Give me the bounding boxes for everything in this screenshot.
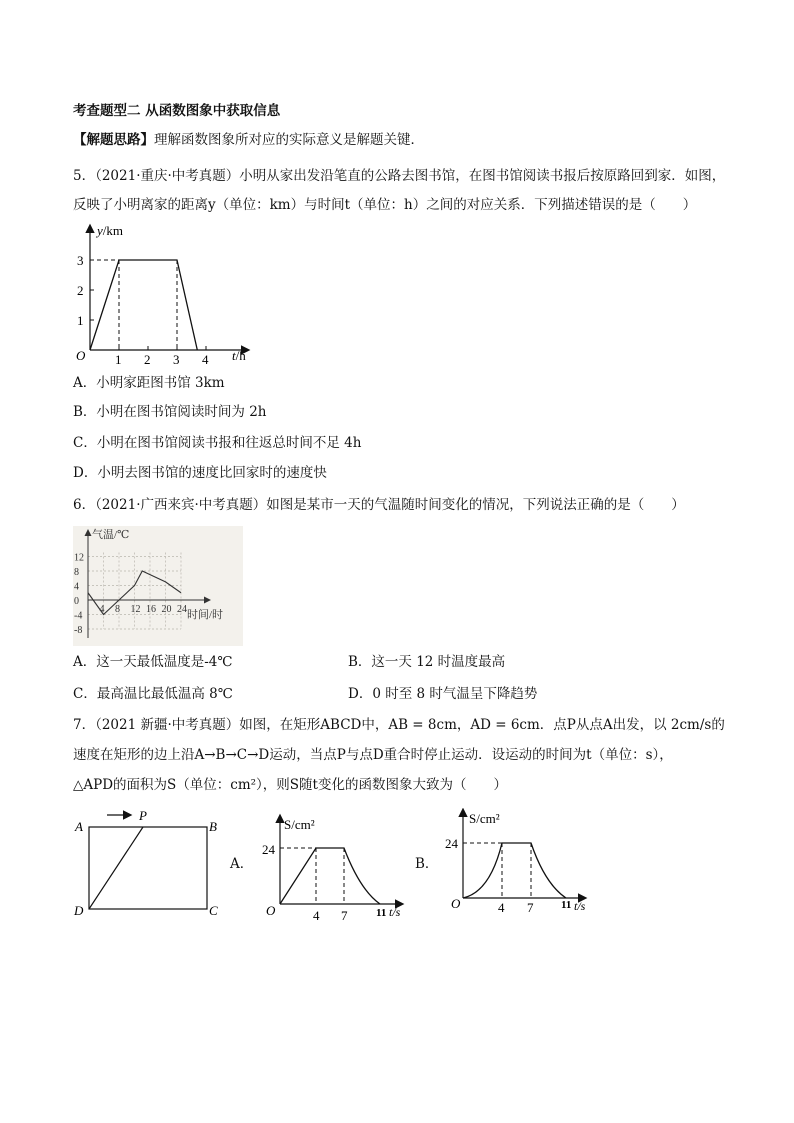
q7-label-a: A [75, 819, 83, 834]
q7b-curve [463, 843, 566, 898]
q7b-x-tick-4: 4 [498, 900, 505, 915]
q5-option-a: A．小明家距图书馆 3km [73, 375, 225, 391]
q7-stem-line1: 7．（2021 新疆·中考真题）如图，在矩形ABCD中，AB = 8cm，AD = 6cm．点P从点A出发，以 2cm/s的 [73, 717, 725, 733]
q7b-x-tick-11: 11 [561, 899, 572, 911]
q7-graph-b [445, 808, 595, 918]
q5-x-tick-label: 4 [202, 352, 209, 365]
solution-hint [73, 131, 424, 149]
q7b-y-label: S/cm² [469, 811, 500, 826]
q7a-x-tick-11: 11 [376, 907, 387, 919]
q6-y-tick-label: 4 [74, 581, 79, 593]
q7-label-c: C [209, 903, 218, 918]
q5-y-tick-label: 3 [77, 253, 84, 268]
q5-x-tick-label: 1 [115, 352, 122, 365]
q6-x-tick-label: 12 [130, 604, 141, 615]
q5-stem-line2: 反映了小明离家的距离y（单位：km）与时间t（单位：h）之间的对应关系．下列描述错误的是（ ） [73, 197, 697, 213]
q7a-origin: O [266, 903, 276, 918]
q6-y-tick-label: 12 [74, 552, 84, 564]
q7-rect-abcd [89, 827, 207, 909]
hint-label: 【解题思路】 [73, 132, 154, 148]
q6-option-b: B．这一天 12 时温度最高 [348, 654, 506, 670]
q6-y-tick-label: -4 [74, 610, 83, 622]
q7a-x-tick-7: 7 [341, 908, 348, 922]
q7-label-p: P [139, 808, 147, 823]
q6-x-tick-label: 16 [146, 604, 156, 615]
q5-origin: O [76, 348, 86, 363]
q5-y-label: y/km [97, 223, 124, 238]
hint-text: 理解函数图象所对应的实际意义是解题关键． [154, 132, 424, 148]
q7-graph-a [262, 812, 412, 922]
q7a-curve [280, 848, 380, 904]
q7-rectangle-figure [70, 805, 230, 923]
q7a-y-tick-24: 24 [262, 842, 275, 857]
q7b-origin: O [451, 896, 461, 911]
q5-y-tick-label: 1 [77, 313, 84, 328]
q6-x-tick-label: 24 [177, 604, 187, 615]
q5-graph [70, 220, 270, 365]
q7-segment-dp [89, 827, 143, 909]
q7-option-b-label: B． [415, 856, 439, 872]
q7b-x-label: t/s [574, 899, 586, 913]
q5-distance-line [90, 260, 197, 350]
q5-stem-line1: 5．（2021·重庆·中考真题）小明从家出发沿笔直的公路去图书馆，在图书馆阅读书报后按原路回到家．如图， [73, 168, 726, 184]
q7a-x-tick-4: 4 [313, 908, 320, 922]
section-title: 考查题型二 从函数图象中获取信息 [73, 103, 281, 119]
q6-x-tick-label: 4 [99, 604, 105, 615]
q5-x-tick-label: 2 [144, 352, 151, 365]
q7-stem-line3: △APD的面积为S（单位：cm²），则S随t变化的函数图象大致为（ ） [73, 777, 507, 793]
q6-stem: 6．（2021·广西来宾·中考真题）如图是某市一天的气温随时间变化的情况，下列说法正确的是（ ） [73, 497, 685, 513]
q7a-y-label: S/cm² [284, 817, 315, 832]
q7-option-a-label: A． [230, 856, 254, 872]
q6-y-tick-label: 0 [74, 596, 79, 607]
q7b-x-tick-7: 7 [527, 900, 534, 915]
q5-option-d: D．小明去图书馆的速度比回家时的速度快 [73, 465, 327, 481]
q5-x-label: t/h [232, 348, 246, 363]
q7-label-b: B [209, 819, 217, 834]
q5-y-tick-label: 2 [77, 283, 84, 298]
q7-stem-line2: 速度在矩形的边上沿A→B→C→D运动，当点P与点D重合时停止运动．设运动的时间为t（单位：s）， [73, 747, 673, 763]
q6-option-c: C．最高温比最低温高 8℃ [73, 686, 233, 702]
q7b-y-tick-24: 24 [445, 836, 458, 851]
q6-x-tick-label: 8 [115, 604, 120, 615]
q7-label-d: D [74, 903, 84, 918]
q6-graph [73, 526, 243, 646]
q5-x-tick-label: 3 [173, 352, 180, 365]
q6-x-tick-label: 20 [161, 604, 172, 615]
q6-option-a: A．这一天最低温度是-4℃ [73, 654, 233, 670]
q5-option-c: C．小明在图书馆阅读书报和往返总时间不足 4h [73, 435, 362, 451]
q7a-x-label: t/s [389, 905, 401, 919]
q5-option-b: B．小明在图书馆阅读时间为 2h [73, 404, 267, 420]
q6-x-label: 时间/时 [187, 609, 224, 621]
q6-option-d: D．0 时至 8 时气温呈下降趋势 [348, 686, 538, 702]
q6-y-label: 气温/℃ [92, 529, 130, 541]
q6-y-tick-label: -8 [74, 625, 83, 636]
q6-y-tick-label: 8 [74, 567, 79, 578]
